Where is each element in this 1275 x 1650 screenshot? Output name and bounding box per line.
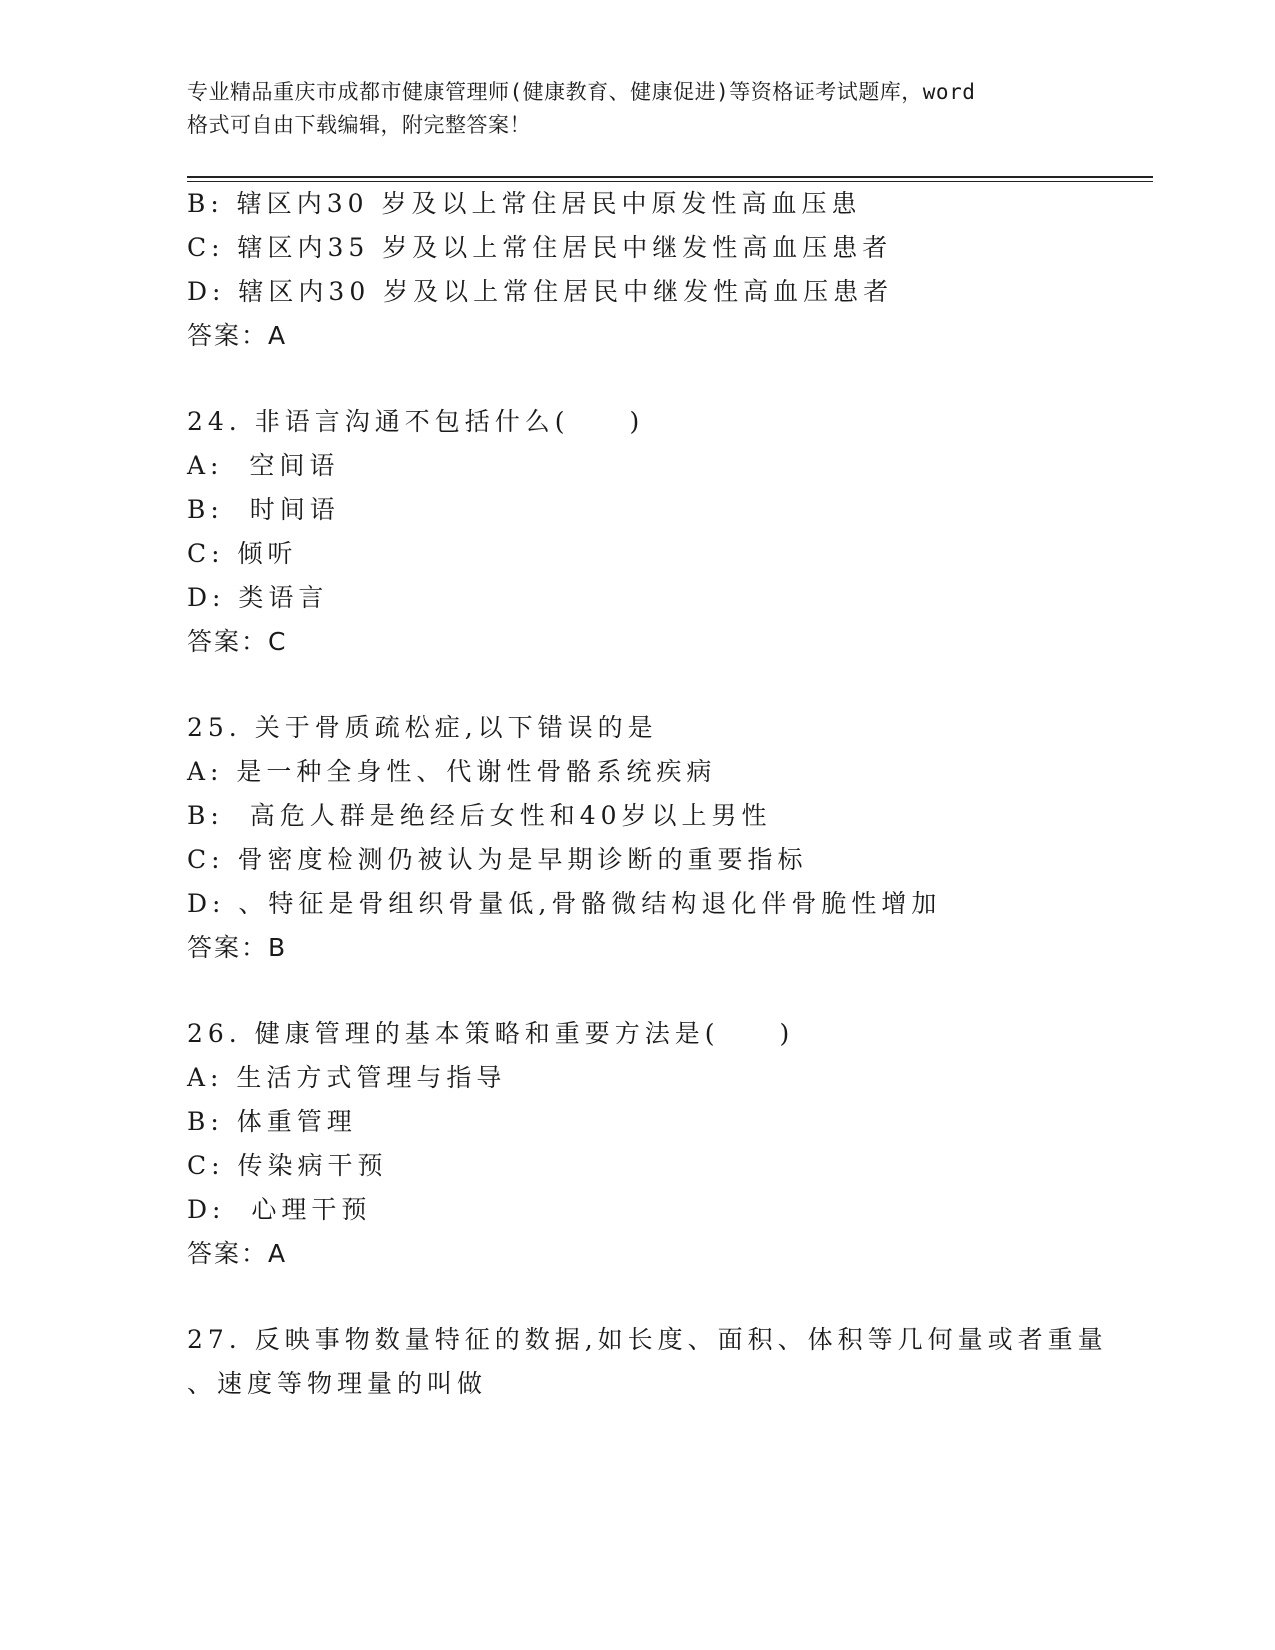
option-c: C: 传染病干预 (187, 1151, 388, 1180)
option-c: C: 倾听 (187, 539, 298, 568)
question-27-continued: 、速度等物理量的叫做 (187, 1369, 488, 1398)
question-27: 27. 反映事物数量特征的数据,如长度、面积、体积等几何量或者重量 (187, 1325, 1108, 1354)
answer: 答案：B (187, 933, 288, 962)
option-a: A: 是一种全身性、代谢性骨骼系统疾病 (187, 757, 717, 786)
option-a: A: 生活方式管理与指导 (187, 1063, 507, 1092)
header-line-1: 专业精品重庆市成都市健康管理师(健康教育、健康促进)等资格证考试题库，word (187, 80, 976, 104)
option-b: B: 辖区内30 岁及以上常住居民中原发性高血压患 (187, 189, 862, 218)
option-c: C: 辖区内35 岁及以上常住居民中继发性高血压患者 (187, 233, 893, 262)
header-rule-thin (187, 181, 1153, 182)
question-25: 25. 关于骨质疏松症,以下错误的是 (187, 713, 658, 742)
answer: 答案：A (187, 1239, 288, 1268)
option-b: B: 体重管理 (187, 1107, 357, 1136)
option-d: D: 心理干预 (187, 1195, 372, 1224)
option-d: D: 类语言 (187, 583, 329, 612)
option-c: C: 骨密度检测仍被认为是早期诊断的重要指标 (187, 845, 808, 874)
answer: 答案：A (187, 321, 288, 350)
option-a: A: 空间语 (187, 451, 340, 480)
option-d: D: 辖区内30 岁及以上常住居民中继发性高血压患者 (187, 277, 894, 306)
header-line-2: 格式可自由下载编辑，附完整答案！ (187, 113, 531, 137)
option-b: B: 时间语 (187, 495, 340, 524)
page-header (187, 76, 1087, 142)
answer: 答案：C (187, 627, 288, 656)
question-24: 24. 非语言沟通不包括什么( ) (187, 407, 645, 436)
header-rule-thick (187, 176, 1153, 178)
option-d: D: 、特征是骨组织骨量低,骨骼微结构退化伴骨脆性增加 (187, 889, 942, 918)
option-b: B: 高危人群是绝经后女性和40岁以上男性 (187, 801, 772, 830)
question-26: 26. 健康管理的基本策略和重要方法是( ) (187, 1019, 795, 1048)
